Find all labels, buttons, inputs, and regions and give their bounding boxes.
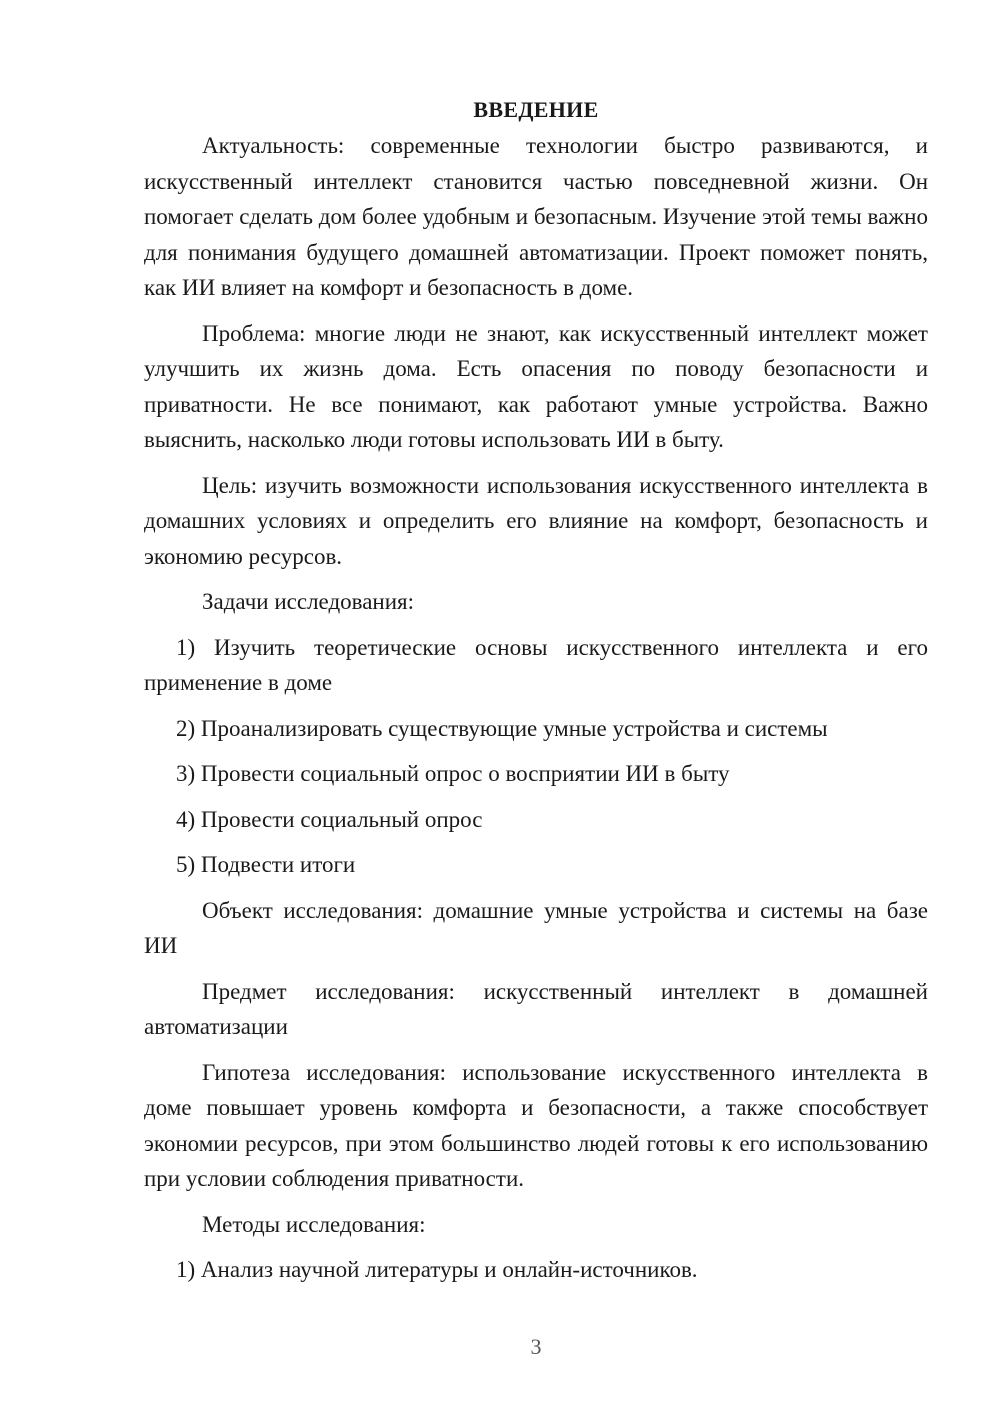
task-item-4: 4) Провести социальный опрос <box>176 806 483 832</box>
page-number: 3 <box>530 1334 542 1359</box>
hypothesis-paragraph: Гипотеза исследования: использование искусственного интеллекта в доме повышает уровень комфорта и безопасности, а также способствует экономии ресурсов, при этом большинство людей готовы к его использованию при условии соблюдения приватности. <box>144 1059 928 1191</box>
relevance-paragraph: Актуальность: современные технологии быстро развиваются, и искусственный интеллект становится частью повседневной жизни. Он помогает сделать дом более удобным и безопасным. Изучение этой темы важно для понимания будущего домашней автоматизации. Проект поможет понять, как ИИ влияет на комфорт и безопасность в доме. <box>144 133 928 300</box>
goal-paragraph: Цель: изучить возможности использования искусственного интеллекта в домашних условиях и определить его влияние на комфорт, безопасность и экономию ресурсов. <box>144 472 928 569</box>
section-title: ВВЕДЕНИЕ <box>473 97 599 122</box>
subject-paragraph: Предмет исследования: искусственный интеллект в домашней автоматизации <box>144 978 928 1039</box>
methods-heading: Методы исследования: <box>202 1211 426 1237</box>
task-item-2: 2) Проанализировать существующие умные устройства и системы <box>176 715 828 741</box>
page-content <box>144 92 928 1298</box>
object-paragraph: Объект исследования: домашние умные устройства и системы на базе ИИ <box>144 897 928 958</box>
method-item-1: 1) Анализ научной литературы и онлайн-источников. <box>176 1257 698 1282</box>
problem-paragraph: Проблема: многие люди не знают, как искусственный интеллект может улучшить их жизнь дома. Есть опасения по поводу безопасности и приватности. Не все понимают, как работают умные устройства. Важно выяснить, насколько люди готовы использовать ИИ в быту. <box>144 320 928 452</box>
tasks-heading: Задачи исследования: <box>202 589 415 614</box>
task-item-1: 1) Изучить теоретические основы искусственного интеллекта и его применение в доме <box>144 634 928 695</box>
task-item-5: 5) Подвести итоги <box>176 852 356 877</box>
task-item-3: 3) Провести социальный опрос о восприятии ИИ в быту <box>176 761 730 786</box>
